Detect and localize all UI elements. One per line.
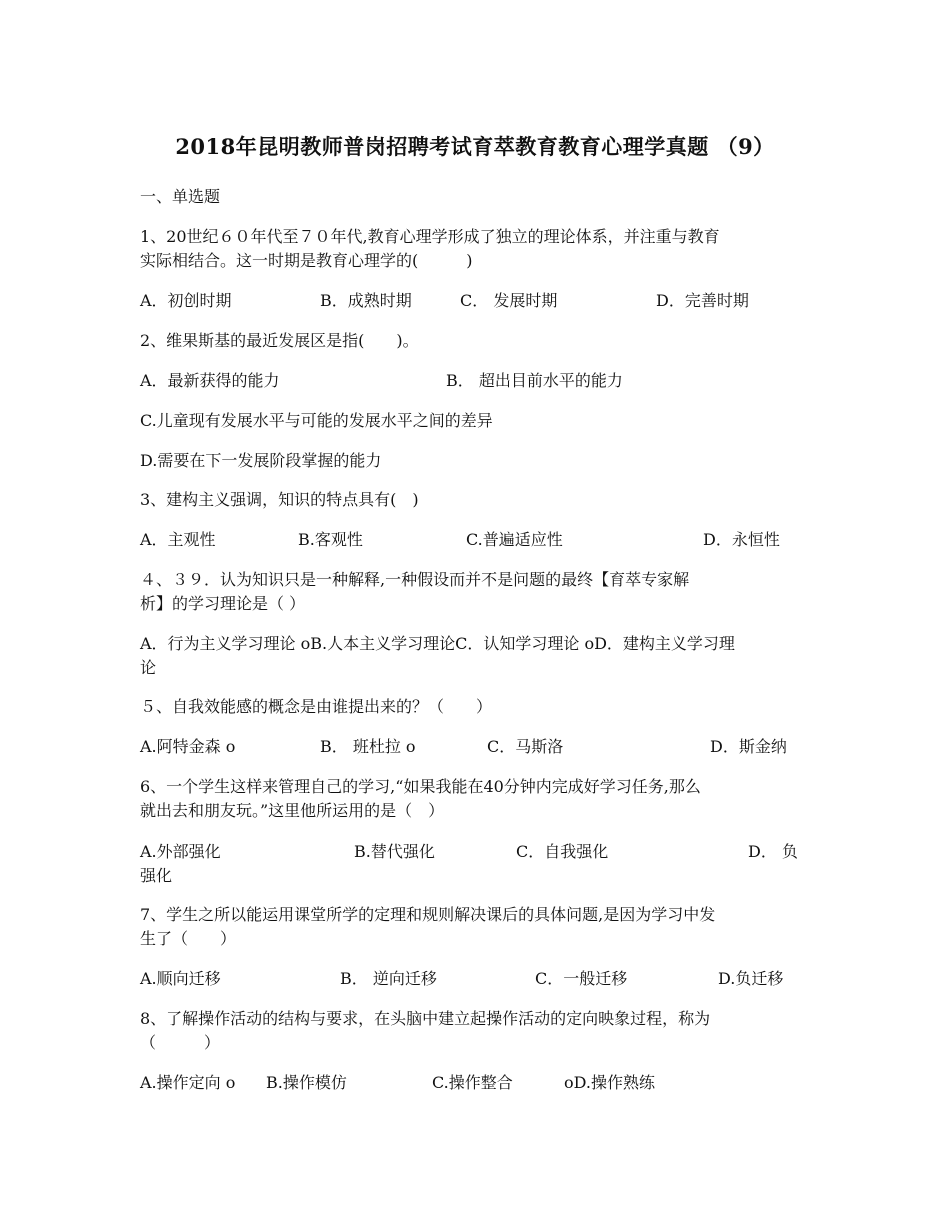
q7-option-a: A.顺向迁移 (140, 969, 221, 988)
q6-option-a: A.外部强化 (140, 842, 221, 861)
q4-stem-line2: 析】的学习理论是（ ） (140, 594, 306, 613)
q8-option-b: B.操作模仿 (266, 1073, 347, 1092)
q3-option-a: A．主观性 (140, 530, 216, 549)
q8-stem-line1: 8、了解操作活动的结构与要求，在头脑中建立起操作活动的定向映象过程，称为 (140, 1009, 711, 1028)
q3-stem: 3、建构主义强调，知识的特点具有( ) (140, 490, 419, 509)
q1-option-a: A．初创时期 (140, 291, 232, 310)
q3-option-d: D．永恒性 (703, 530, 780, 549)
q6-option-b: B.替代强化 (354, 842, 435, 861)
q4-options: A．行为主义学习理论 oB.人本主义学习理论C．认知学习理论 oD．建构主义学习理 (140, 634, 735, 653)
q8-option-d: oD.操作熟练 (564, 1073, 655, 1092)
q6-option-c: C．自我强化 (516, 842, 609, 861)
q5-option-b: B． 班杜拉 o (320, 737, 416, 756)
q4-options-wrap: 论 (140, 658, 157, 677)
q2-option-c: C.儿童现有发展水平与可能的发展水平之间的差异 (140, 411, 493, 430)
q6-stem-line2: 就出去和朋友玩。”这里他所运用的是（ ） (140, 801, 445, 820)
q7-stem-line1: 7、学生之所以能运用课堂所学的定理和规则解决课后的具体问题,是因为学习中发 (140, 905, 716, 924)
q3-option-b: B.客观性 (298, 530, 363, 549)
q8-stem-line2: （ ） (140, 1033, 221, 1052)
q2-option-d: D.需要在下一发展阶段掌握的能力 (140, 451, 382, 470)
page-title: 2018年昆明教师普岗招聘考试育萃教育教育心理学真题 （9） (175, 134, 775, 159)
q1-stem-line1: 1、20世纪６０年代至７０年代,教育心理学形成了独立的理论体系，并注重与教育 (140, 227, 720, 246)
q7-stem-line2: 生了（ ） (140, 929, 237, 948)
q5-option-c: C．马斯洛 (487, 737, 564, 756)
q5-stem: ５、自我效能感的概念是由谁提出来的？（ ） (140, 697, 493, 716)
q8-option-a: A.操作定向 o (140, 1073, 236, 1092)
q8-option-c: C.操作整合 (432, 1073, 513, 1092)
q4-stem-line1: ４、３９．认为知识只是一种解释,一种假设而并不是问题的最终【育萃专家解 (140, 570, 690, 589)
section-heading: 一、单选题 (140, 187, 221, 206)
q6-option-d-wrap: 强化 (140, 866, 173, 885)
q5-option-d: D．斯金纳 (710, 737, 787, 756)
q2-option-a: A．最新获得的能力 (140, 371, 280, 390)
q1-option-c: C． 发展时期 (460, 291, 558, 310)
q6-option-d: D． 负 (748, 842, 798, 861)
q7-option-d: D.负迁移 (718, 969, 784, 988)
q5-option-a: A.阿特金森 o (140, 737, 236, 756)
q3-option-c: C.普遍适应性 (466, 530, 563, 549)
q7-option-b: B． 逆向迁移 (340, 969, 437, 988)
q2-option-b: B． 超出目前水平的能力 (446, 371, 623, 390)
q6-stem-line1: 6、一个学生这样来管理自己的学习,“如果我能在40分钟内完成好学习任务,那么 (140, 777, 701, 796)
q1-option-b: B．成熟时期 (320, 291, 412, 310)
q7-option-c: C．一般迁移 (535, 969, 628, 988)
q1-option-d: D．完善时期 (656, 291, 749, 310)
q2-stem: 2、维果斯基的最近发展区是指( )。 (140, 331, 419, 350)
q1-stem-line2: 实际相结合。这一时期是教育心理学的( ) (140, 251, 473, 270)
